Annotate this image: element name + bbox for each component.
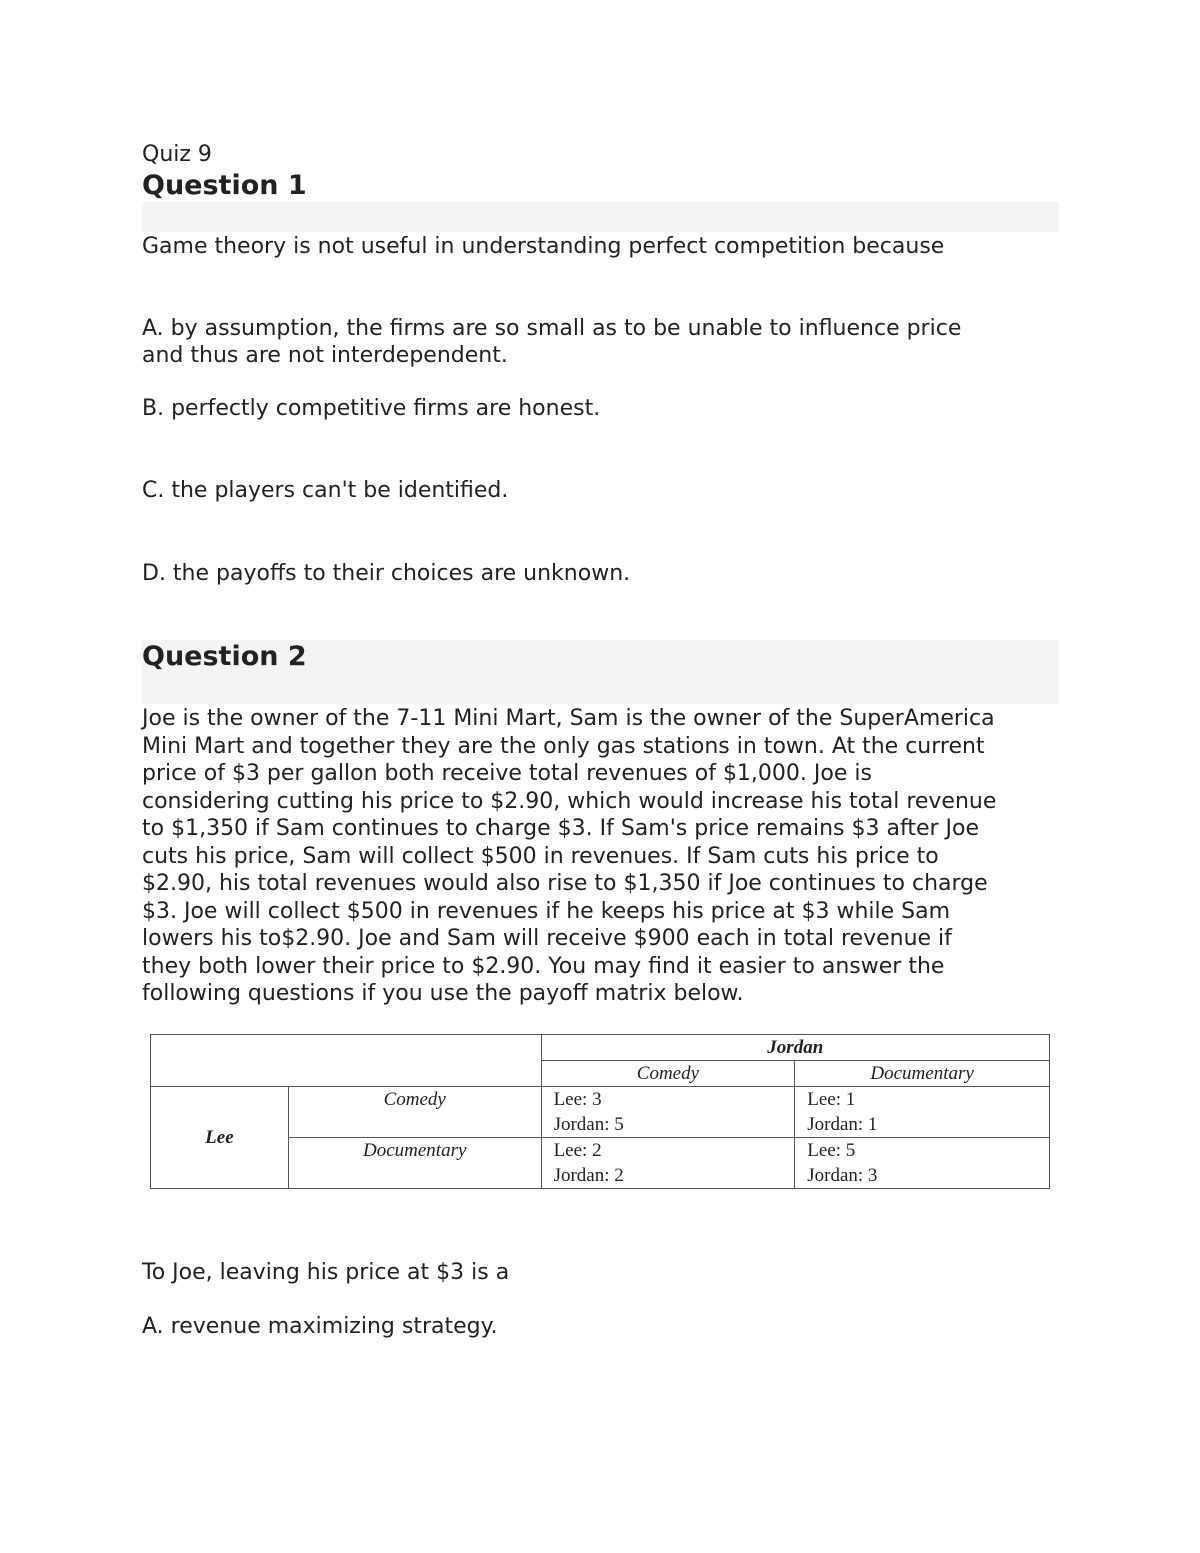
matrix-corner (151, 1034, 542, 1086)
question-2-option-a: A. revenue maximizing strategy. (142, 1314, 498, 1339)
paragraph-line: they both lower their price to $2.90. You may find it easier to answer the (142, 953, 945, 979)
question-1-heading: Question 1 (142, 170, 307, 201)
question-1-option-b: B. perfectly competitive firms are honest. (142, 395, 601, 421)
paragraph-line: Mini Mart and together they are the only gas stations in town. At the current (142, 733, 985, 759)
document-page (142, 140, 1059, 1341)
matrix-col-strategy-documentary: Documentary (795, 1060, 1050, 1086)
option-a-line-1: A. by assumption, the firms are so small as to be unable to influence price (142, 315, 962, 341)
payoff-jordan: Jordan: 5 (553, 1113, 624, 1135)
matrix-row-strategy-comedy: Comedy (288, 1086, 541, 1137)
paragraph-line: price of $3 per gallon both receive total revenues of $1,000. Joe is (142, 761, 872, 786)
question-2-heading: Question 2 (142, 641, 307, 672)
matrix-cell (541, 1137, 795, 1188)
question-1-option-c: C. the players can't be identified. (142, 478, 509, 503)
payoff-lee: Lee: 5 (807, 1139, 856, 1161)
matrix-cell (795, 1086, 1050, 1137)
payoff-lee: Lee: 1 (807, 1088, 856, 1110)
payoff-lee: Lee: 3 (553, 1088, 602, 1110)
paragraph-line: $3. Joe will collect $500 in revenues if he keeps his price at $3 while Sam (142, 898, 951, 924)
paragraph-line: Joe is the owner of the 7-11 Mini Mart, Sam is the owner of the SuperAmerica (142, 706, 995, 731)
paragraph-line: $2.90, his total revenues would also rise to $1,350 if Joe continues to charge (142, 871, 988, 896)
question-1-text: Game theory is not useful in understanding perfect competition because (142, 234, 945, 259)
payoff-jordan: Jordan: 3 (807, 1164, 878, 1186)
question-1-option-d: D. the payoffs to their choices are unknown. (142, 560, 631, 586)
payoff-jordan: Jordan: 1 (807, 1113, 878, 1135)
payoff-lee: Lee: 2 (553, 1139, 602, 1161)
paragraph-line: cuts his price, Sam will collect $500 in revenues. If Sam cuts his price to (142, 843, 939, 869)
matrix-cell (541, 1086, 795, 1137)
question-1-bar (142, 202, 1059, 232)
matrix-col-player: Jordan (541, 1034, 1049, 1060)
matrix-row-strategy-documentary: Documentary (288, 1137, 541, 1188)
question-1-option-a (142, 315, 1059, 370)
paragraph-line: considering cutting his price to $2.90, which would increase his total revenue (142, 788, 997, 814)
paragraph-line: following questions if you use the payoff matrix below. (142, 981, 744, 1006)
quiz-title: Quiz 9 (142, 142, 212, 167)
payoff-jordan: Jordan: 2 (553, 1164, 624, 1186)
option-a-line-2: and thus are not interdependent. (142, 343, 508, 368)
matrix-col-strategy-comedy: Comedy (541, 1060, 795, 1086)
question-2-paragraph (142, 705, 1059, 1008)
payoff-matrix (150, 1034, 1050, 1189)
matrix-row-player: Lee (151, 1086, 289, 1188)
question-2-header-block (142, 640, 1059, 704)
paragraph-line: lowers his to$2.90. Joe and Sam will receive $900 each in total revenue if (142, 926, 952, 951)
payoff-matrix-wrapper (142, 1034, 1059, 1194)
paragraph-line: to $1,350 if Sam continues to charge $3. If Sam's price remains $3 after Joe (142, 816, 979, 841)
matrix-cell (795, 1137, 1050, 1188)
question-2-prompt: To Joe, leaving his price at $3 is a (142, 1259, 510, 1285)
